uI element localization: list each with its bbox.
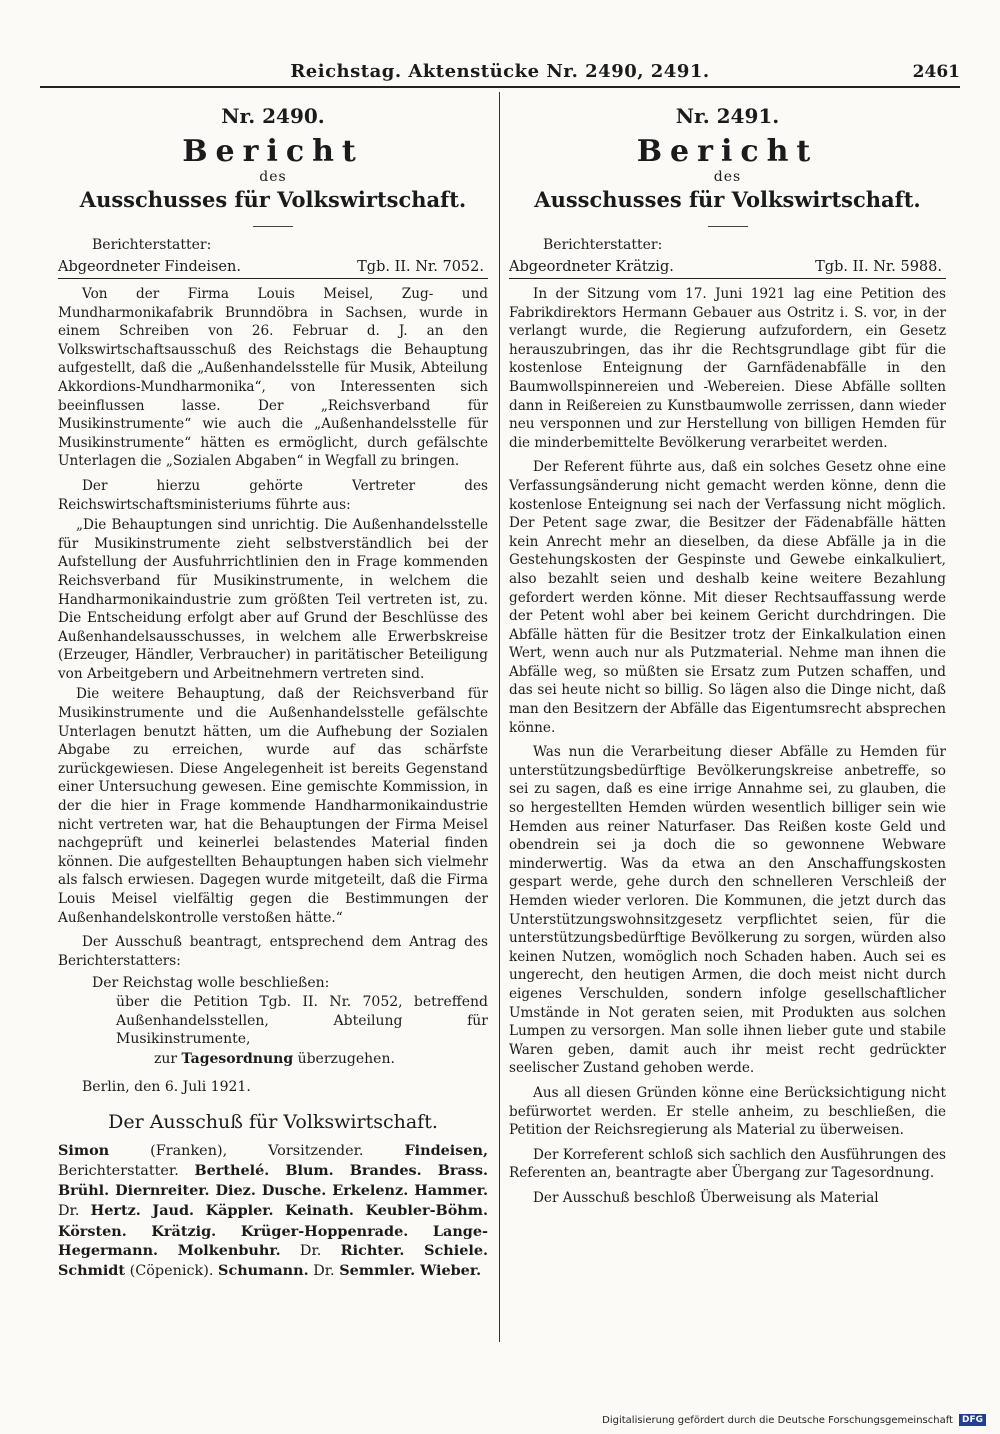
column-divider <box>499 92 500 1342</box>
resolution-body: über die Petition Tgb. II. Nr. 7052, betreffend Außenhandelsstellen, Abteilung für Musikinstrumente, <box>116 993 488 1048</box>
paragraph: Der Referent führte aus, daß ein solches Gesetz ohne eine Verfassungsänderung nicht gemacht werden könne, denn die kostenlose Enteignung sei nach der Verfassung nicht möglich. Der Petent sage zwar, die Besitzer der Fädenabfälle hätten kein Anrecht mehr an dieselben, da diese Abfälle ja in die Gestehungskosten der Gespinste und Gewebe einkalkuliert, also bezahlt seien und deshalb keine weitere Bezahlung gefordert werden könne. Mit dieser Rechtsauffassung werde der Petent wohl aber bei keinem Gericht durchdringen. Die Abfälle hätten für die Besitzer trotz der Einkalkulation einen Wert, wenn auch nur als Putzmaterial. Nehme man ihnen die Abfälle weg, so müßten sie Ersatz zum Putzen schaffen, und das sei heute nicht so billig. So lägen also die Dinge nicht, daß man den Besitzern der Abfälle das Eigentumsrecht absprechen könne. <box>509 459 946 736</box>
member-list-part: Richter. Schiele. Schmidt <box>58 1241 488 1279</box>
committee-signature: Der Ausschuß für Volkswirtschaft. <box>108 1110 438 1133</box>
report-number: Nr. 2491. <box>675 104 780 128</box>
tages-pre: zur <box>154 1050 178 1067</box>
member-list-part: (Franken), Vorsitzender. <box>109 1142 405 1159</box>
committee-heading: Ausschusses für Volkswirtschaft. <box>534 187 921 212</box>
journal-number: Tgb. II. Nr. 7052. <box>357 259 484 275</box>
digitization-footer <box>602 1414 986 1426</box>
paragraph: Der Korreferent schloß sich sachlich den Ausführungen des Referenten an, beantragte aber Übergang zur Tagesordnung. <box>509 1146 946 1182</box>
page-header <box>40 54 960 88</box>
reporter-line <box>58 257 488 279</box>
member-list-part: Schumann. <box>218 1261 309 1279</box>
report-des: des <box>713 169 742 185</box>
paragraph: Der hierzu gehörte Vertreter des Reichswirtschaftsministeriums führte aus: <box>58 477 488 513</box>
reporter-name: Abgeordneter Krätzig. <box>509 259 674 275</box>
tages-bold: Tagesordnung <box>181 1050 294 1067</box>
committee-heading: Ausschusses für Volkswirtschaft. <box>79 187 467 212</box>
journal-number: Tgb. II. Nr. 5988. <box>815 259 942 275</box>
header-title: Reichstag. Aktenstücke Nr. 2490, 2491. <box>290 61 710 82</box>
reporter-label: Berichterstatter: <box>543 237 663 253</box>
member-list-part: Berthelé. Blum. Brandes. Brass. Brühl. Diernreiter. Diez. Dusche. Erkelenz. Hammer. <box>58 1161 488 1200</box>
member-list-part: (Cöpenick). <box>125 1262 219 1279</box>
report-des: des <box>259 169 287 185</box>
report-heading: Bericht <box>182 134 364 169</box>
reporter-label: Berichterstatter: <box>92 237 212 253</box>
report-number: Nr. 2490. <box>221 104 325 128</box>
quote-paragraph: Die weitere Behauptung, daß der Reichsverband für Musikinstrumente und die Außenhandelsstelle gefälschte Unterlagen benutzt hätten, um die Aufhebung der Sozialen Abgabe zu erreichen, wurde auf das schärfste zurückgewiesen. Diese Angelegenheit ist bereits Gegenstand einer Untersuchung gewesen. Eine gemischte Kommission, in der die hier in Frage kommende Handharmonikaindustrie nicht vertreten war, hat die Behauptungen der Firma Meisel nachgeprüft und keinerlei belastendes Material finden können. Die aufgestellten Behauptungen haben sich vielmehr als falsch erwiesen. Dagegen wurde mitgeteilt, daß die Firma Louis Meisel vielfältig gegen die Bestimmungen der Außenhandelskontrolle verstoßen hätte.“ <box>58 686 488 926</box>
member-list-part: Simon <box>58 1141 110 1159</box>
paragraph: Von der Firma Louis Meisel, Zug- und Mundharmonikafabrik Brunndöbra in Sachsen, wurde in einem Schreiben von 26. Februar d. J. an den Volkswirtschaftsausschuß des Reichstags die Behauptung aufgestellt, daß die „Außenhandelsstelle für Musik, Abteilung Akkordions-Mundharmonika“, von Interessenten sich beeinflussen lasse. Der „Reichsverband für Musikinstrumente“ wie auch die „Außenhandelsstelle für Musikinstrumente“ hätten es ermöglicht, durch gefälschte Unterlagen die „Sozialen Abgaben“ in Wegfall zu bringen. <box>58 286 488 470</box>
member-list-part: Dr. <box>280 1242 341 1259</box>
page-number: 2461 <box>912 62 960 82</box>
member-list <box>58 1141 488 1281</box>
paragraph: Aus all diesen Gründen könne eine Berücksichtigung nicht befürwortet werden. Er stelle anheim, zu beschließen, die Petition der Reichsregierung als Material zu überweisen. <box>509 1084 946 1139</box>
date-line: Berlin, den 6. Juli 1921. <box>82 1078 251 1095</box>
dfg-logo: DFG <box>959 1414 986 1426</box>
resolution-close <box>154 1051 488 1067</box>
report-heading: Bericht <box>636 134 819 169</box>
member-list-part: Hertz. Jaud. Käppler. Keinath. Keubler-Böhm. Körsten. Krätzig. Krüger-Hoppenrade. Lange-Hegermann. Molkenbuhr. <box>58 1202 489 1259</box>
motion-paragraph: Der Ausschuß beantragt, entsprechend dem Antrag des Berichterstatters: <box>58 934 488 969</box>
heading-rule <box>708 226 748 227</box>
member-list-part: Dr. <box>58 1203 91 1220</box>
footer-text: Digitalisierung gefördert durch die Deutsche Forschungsgemeinschaft <box>602 1414 953 1426</box>
paragraph: Der Ausschuß beschloß Überweisung als Material <box>533 1189 879 1206</box>
member-list-part: Berichterstatter. <box>58 1162 195 1179</box>
paragraph: In der Sitzung vom 17. Juni 1921 lag eine Petition des Fabrikdirektors Hermann Gebauer aus Ostritz i. S. vor, in der verlangt wurde, die Regierung aufzufordern, ein Gesetz herauszubringen, das ihr die Rechtsgrundlage gibt für die kostenlose Enteignung der Garnfädenabfälle in den Baumwollspinnereien und -Webereien. Diese Abfälle sollten dann in Reißereien zu Kunstbaumwolle zerrissen, dann wieder neu versponnen und zur Herstellung von billigen Hemden für die minderbemittelte Bevölkerung verarbeitet werden. <box>509 286 946 451</box>
reporter-line <box>509 257 946 279</box>
left-column <box>58 100 488 1281</box>
reporter-name: Abgeordneter Findeisen. <box>58 259 241 275</box>
member-list-part: Findeisen, <box>404 1141 488 1159</box>
paragraph: Was nun die Verarbeitung dieser Abfälle zu Hemden für unterstützungsbedürftige Bevölkerungskreise anbetreffe, so sei zu sagen, daß es eine irrige Annahme sei, zu glauben, die so hergestellten Hemden würden wesentlich billiger sein wie Hemden aus reiner Naturfaser. Das Reißen koste Geld und obendrein sei ja doch die so gewonnene Webware minderwertig. Was da etwa an den Anschaffungskosten gespart werde, gehe durch den schnelleren Verschleiß der Hemden wieder verloren. Die Kommunen, die jetzt durch das Unterstützungswohnsitzgesetz verpflichtet seien, für die unterstützungsbedürftige Bevölkerung zu sorgen, würden also keinen Nutzen, womöglich noch Schaden haben. Auch sei es ungerecht, den heutigen Armen, die doch meist nicht durch eigenes Verschulden, sondern infolge gesellschaftlicher Umstände in Not geraten seien, mit Produkten aus solchen Lumpen zu versorgen. Man solle ihnen lieber gute und stabile Waren geben, damit auch ihr meist recht gedrückter seelischer Zustand gehoben werde. <box>509 744 946 1077</box>
member-list-part: Dr. <box>308 1262 340 1279</box>
tages-post: überzugehen. <box>297 1050 395 1067</box>
right-column <box>509 100 946 1208</box>
heading-rule <box>253 226 293 227</box>
member-list-part: Semmler. Wieber. <box>339 1261 482 1279</box>
quote-paragraph: „Die Behauptungen sind unrichtig. Die Außenhandelsstelle für Musikinstrumente zieht selbstverständlich bei der Aufstellung der Ausfuhrrichtlinien den in Frage kommenden Reichsverband für Musikinstrumente, in welchem die Handharmonikaindustrie zum größten Teil vertreten ist, zu. Die Entscheidung erfolgt aber auf Grund der Beschlüsse des Außenhandelsausschusses, in welchem alle Erwerbskreise (Erzeuger, Händler, Verbraucher) in paritätischer Beteiligung von Arbeitgebern und Arbeitnehmern vertreten sind. <box>58 517 488 682</box>
resolution-intro: Der Reichstag wolle beschließen: <box>92 975 330 992</box>
